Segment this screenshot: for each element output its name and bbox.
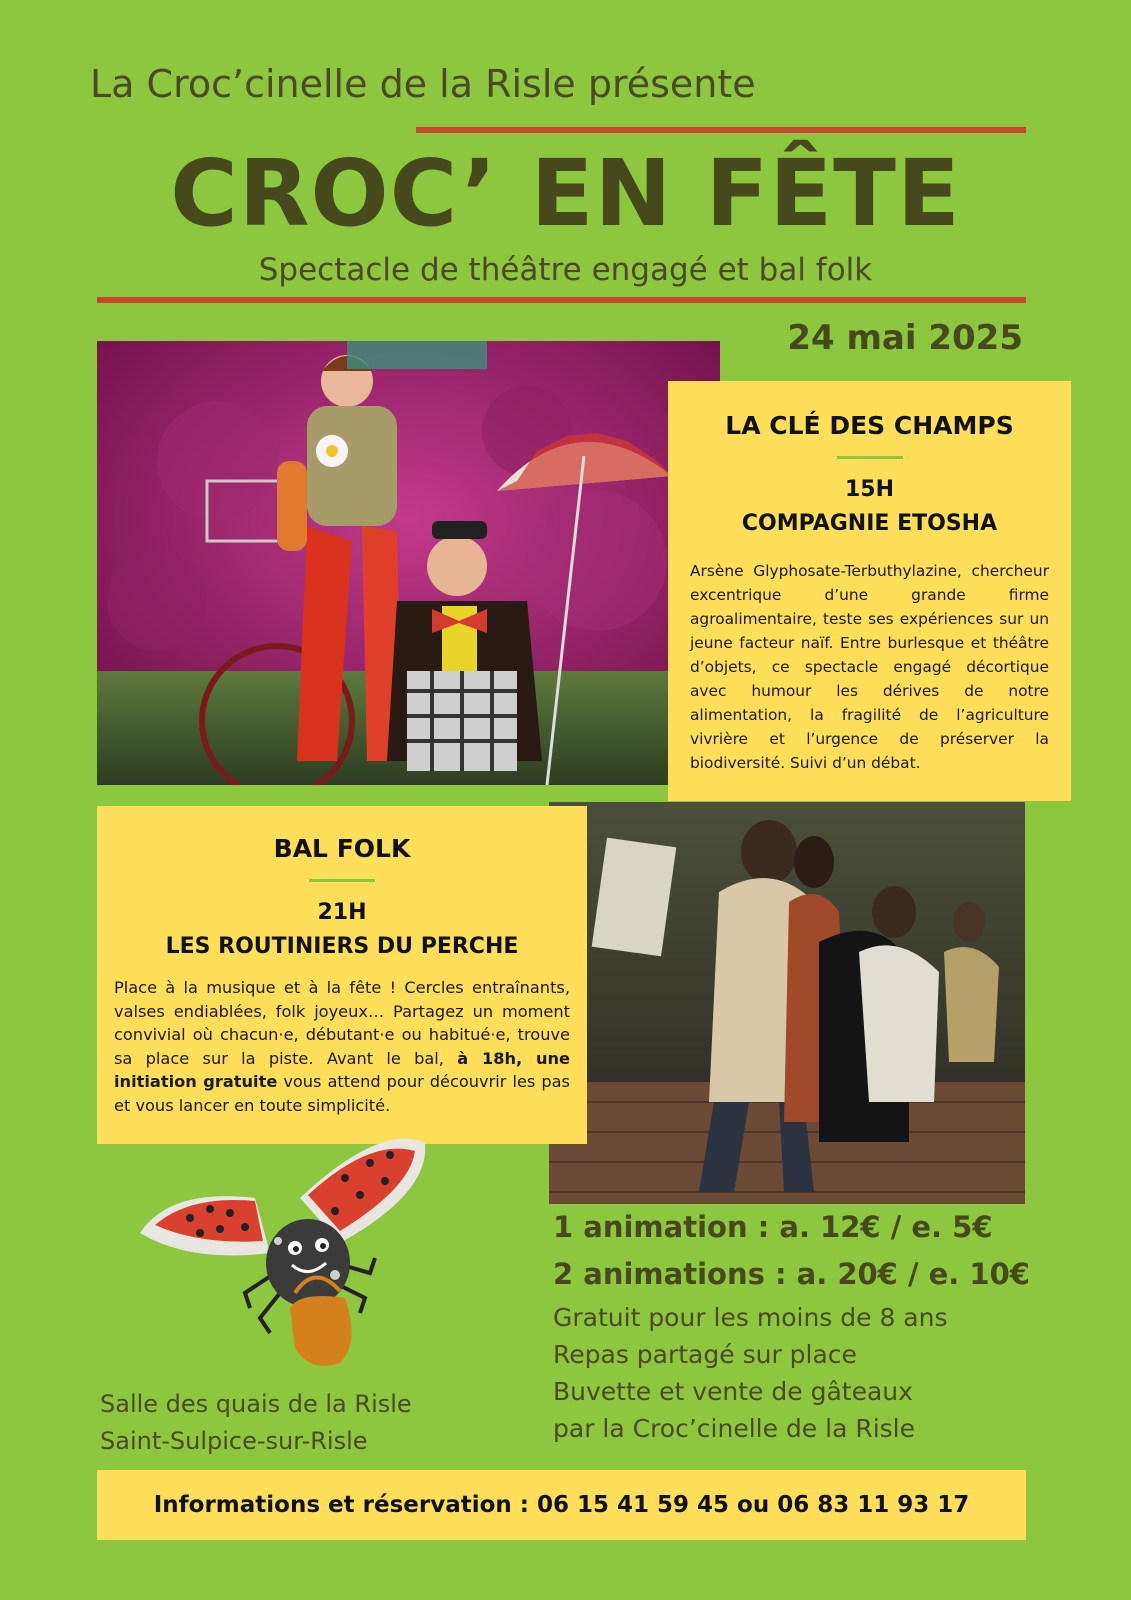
bal-card	[97, 806, 587, 1144]
venue-town: Saint-Sulpice-sur-Risle	[100, 1427, 368, 1455]
extra-info-2: Repas partagé sur place	[553, 1340, 857, 1369]
contact-info: Informations et réservation : 06 15 41 59 45 ou 06 83 11 93 17	[153, 1492, 970, 1518]
presenter-line: La Croc’cinelle de la Risle présente	[90, 62, 756, 106]
price-one-animation: 1 animation : a. 12€ / e. 5€	[553, 1210, 993, 1244]
theatre-description: Arsène Glyphosate-Terbuthylazine, chercheur excentrique d’une grande firme agroalimentaire, teste ses expériences sur un jeune facteur naïf. Entre burlesque et théâtre d’objets, ce spectacle engagé décortique avec humour les dérives de notre alimentation, la fragilité de l’agriculture vivrière et l’urgence de préserver la biodiversité. Suivi d’un débat.	[690, 562, 1049, 772]
info-banner	[97, 1470, 1026, 1540]
bottom-divider	[97, 297, 1026, 303]
theatre-photo	[97, 341, 720, 785]
event-subtitle: Spectacle de théâtre engagé et bal folk	[258, 252, 873, 288]
theatre-time: 15H	[844, 477, 895, 502]
bal-title: BAL FOLK	[273, 834, 411, 863]
theatre-title: LA CLÉ DES CHAMPS	[725, 411, 1014, 440]
bal-company: LES ROUTINIERS DU PERCHE	[165, 934, 519, 959]
venue-name: Salle des quais de la Risle	[100, 1390, 412, 1418]
event-date: 24 mai 2025	[787, 318, 1023, 358]
extra-info-4: par la Croc’cinelle de la Risle	[553, 1414, 916, 1443]
dance-photo	[549, 802, 1025, 1204]
ladybug-mascot-icon	[130, 1133, 440, 1393]
bal-time: 21H	[317, 900, 367, 925]
extra-info-3: Buvette et vente de gâteaux	[553, 1377, 913, 1406]
bal-divider	[309, 879, 375, 882]
theatre-divider	[837, 456, 903, 459]
bal-description-highlight: à 18h, une initiation gratuite	[114, 1048, 570, 1091]
event-title: CROC’ EN FÊTE	[170, 140, 961, 247]
bal-description-start: Place à la musique et à la fête ! Cercles entraînants, valses endiablées, folk joyeux… Partagez un moment convivial où chacun·e, débutant·e ou habitué·e, trouve sa place sur la piste. Avant le bal,	[114, 978, 570, 1068]
theatre-company: COMPAGNIE ETOSHA	[741, 511, 998, 536]
price-two-animations: 2 animations : a. 20€ / e. 10€	[553, 1257, 1030, 1291]
theatre-card	[668, 381, 1071, 801]
extra-info-1: Gratuit pour les moins de 8 ans	[553, 1303, 948, 1332]
bal-description-end: vous attend pour découvrir les pas et vous lancer en toute simplicité.	[114, 1072, 570, 1115]
bal-description	[114, 976, 570, 1117]
top-divider	[416, 127, 1026, 133]
